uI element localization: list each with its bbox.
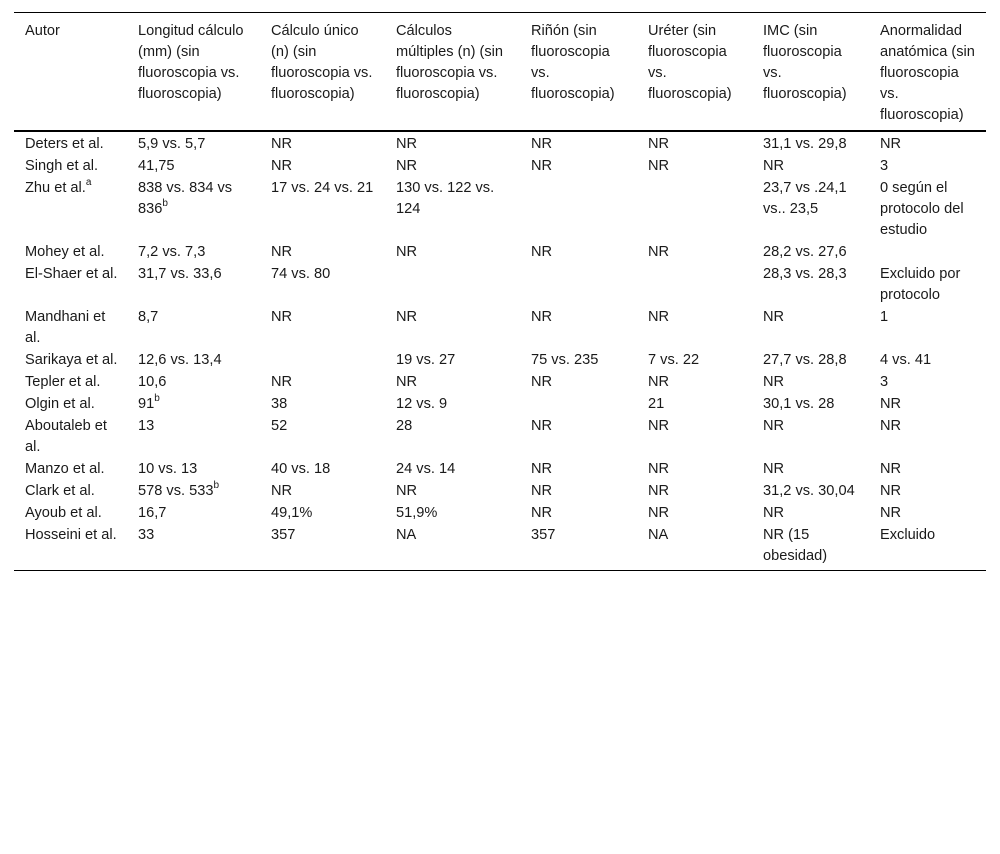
table-cell [752, 525, 869, 571]
cell-text: 10 vs. 13 [138, 461, 198, 477]
table-cell [752, 156, 869, 178]
table-cell [520, 525, 637, 571]
cell-text: 75 vs. 235 [531, 352, 599, 368]
cell-text: NR [271, 244, 293, 260]
cell-text: 1 [880, 309, 889, 325]
table-cell [637, 416, 752, 459]
table-cell [637, 481, 752, 503]
table-cell [385, 242, 520, 264]
table-cell [260, 459, 385, 481]
table-row [14, 131, 986, 156]
cell-text: 7 vs. 22 [648, 352, 700, 368]
cell-text: 17 vs. 24 vs. 21 [271, 180, 374, 196]
author-cell [14, 459, 127, 481]
cell-text: NR (15 obesidad) [763, 527, 828, 564]
cell-text: NR [880, 505, 902, 521]
author-cell [14, 264, 127, 307]
cell-text: 0 según el protocolo del estudio [880, 180, 964, 238]
cell-text: 24 vs. 14 [396, 461, 456, 477]
table-cell [260, 525, 385, 571]
table-cell [260, 307, 385, 350]
cell-text: 30,1 vs. 28 [763, 396, 835, 412]
table-cell [637, 178, 752, 242]
cell-text: NR [396, 158, 418, 174]
cell-text: 5,9 vs. 5,7 [138, 136, 206, 152]
table-cell [520, 156, 637, 178]
table-cell [752, 131, 869, 156]
cell-text: Zhu et al. [25, 180, 86, 196]
table-cell [127, 242, 260, 264]
table-cell [520, 350, 637, 372]
footnote-marker: b [213, 480, 220, 492]
footnote-marker: a [85, 177, 92, 189]
table-cell [127, 416, 260, 459]
table-cell [869, 416, 986, 459]
cell-text: 4 vs. 41 [880, 352, 932, 368]
cell-text: 12 vs. 9 [396, 396, 448, 412]
table-row [14, 503, 986, 525]
author-cell [14, 307, 127, 350]
results-table-container [14, 12, 986, 571]
cell-text: NR [880, 461, 902, 477]
cell-text: 12,6 vs. 13,4 [138, 352, 222, 368]
table-cell [385, 459, 520, 481]
table-cell [385, 156, 520, 178]
table-cell [637, 459, 752, 481]
cell-text: 40 vs. 18 [271, 461, 331, 477]
table-cell [127, 525, 260, 571]
cell-text: NR [396, 374, 418, 390]
cell-text: 74 vs. 80 [271, 266, 331, 282]
cell-text: Aboutaleb et al. [25, 418, 107, 455]
author-cell [14, 131, 127, 156]
cell-text: NR [271, 309, 293, 325]
table-row [14, 459, 986, 481]
table-cell [869, 481, 986, 503]
table-cell [127, 350, 260, 372]
table-cell [637, 525, 752, 571]
cell-text: 28,2 vs. 27,6 [763, 244, 847, 260]
cell-text: NR [763, 505, 785, 521]
cell-text: Singh et al. [25, 158, 99, 174]
cell-text: 41,75 [138, 158, 175, 174]
table-cell [260, 156, 385, 178]
header-calculo-unico: Cálculo único (n) (sin fluoroscopia vs. fluoroscopia) [260, 13, 385, 132]
cell-text: 10,6 [138, 374, 167, 390]
cell-text: NR [271, 483, 293, 499]
table-cell [385, 525, 520, 571]
cell-text: 31,1 vs. 29,8 [763, 136, 847, 152]
cell-text: Excluido [880, 527, 936, 543]
cell-text: 28,3 vs. 28,3 [763, 266, 847, 282]
table-cell [520, 416, 637, 459]
table-cell [752, 264, 869, 307]
cell-text: NR [763, 374, 785, 390]
cell-text: NR [531, 244, 553, 260]
table-cell [520, 307, 637, 350]
cell-text: 91 [138, 396, 155, 412]
table-cell [127, 481, 260, 503]
table-cell [385, 307, 520, 350]
author-cell [14, 156, 127, 178]
table-cell [385, 131, 520, 156]
cell-text: 28 [396, 418, 413, 434]
table-cell [127, 156, 260, 178]
cell-text: 31,2 vs. 30,04 [763, 483, 855, 499]
table-cell [637, 242, 752, 264]
cell-text: NR [271, 374, 293, 390]
cell-text: 27,7 vs. 28,8 [763, 352, 847, 368]
table-cell [869, 503, 986, 525]
table-cell [127, 394, 260, 416]
table-cell [752, 416, 869, 459]
cell-text: Excluido por protocolo [880, 266, 961, 303]
cell-text: NR [531, 461, 553, 477]
cell-text: Hosseini et al. [25, 527, 117, 543]
cell-text: 357 [271, 527, 296, 543]
cell-text: 52 [271, 418, 288, 434]
cell-text: 16,7 [138, 505, 167, 521]
table-cell [127, 178, 260, 242]
footnote-marker: b [154, 393, 160, 405]
table-cell [260, 481, 385, 503]
table-cell [637, 264, 752, 307]
table-cell [127, 459, 260, 481]
table-row [14, 372, 986, 394]
table-cell [260, 372, 385, 394]
cell-text: NA [648, 527, 669, 543]
cell-text: NR [531, 136, 553, 152]
cell-text: Deters et al. [25, 136, 104, 152]
cell-text: 838 vs. 834 vs 836 [138, 180, 233, 217]
table-row [14, 307, 986, 350]
footnote-marker: b [162, 198, 168, 210]
header-imc: IMC (sin fluoroscopia vs. fluoroscopia) [752, 13, 869, 132]
cell-text: NR [396, 244, 418, 260]
table-row [14, 416, 986, 459]
cell-text: NR [396, 136, 418, 152]
cell-text: 49,1% [271, 505, 313, 521]
table-cell [637, 350, 752, 372]
cell-text: NR [763, 418, 785, 434]
header-ureter: Uréter (sin fluoroscopia vs. fluoroscopia) [637, 13, 752, 132]
table-cell [869, 307, 986, 350]
cell-text: NR [763, 461, 785, 477]
cell-text: 357 [531, 527, 556, 543]
cell-text: NR [880, 483, 902, 499]
table-cell [869, 394, 986, 416]
cell-text: 8,7 [138, 309, 159, 325]
table-cell [385, 503, 520, 525]
cell-text: NR [648, 418, 670, 434]
table-row [14, 525, 986, 571]
cell-text: NR [648, 244, 670, 260]
cell-text: NR [271, 136, 293, 152]
table-cell [385, 178, 520, 242]
table-cell [260, 394, 385, 416]
table-cell [869, 156, 986, 178]
table-cell [127, 372, 260, 394]
table-cell [752, 394, 869, 416]
cell-text: 31,7 vs. 33,6 [138, 266, 222, 282]
table-cell [869, 525, 986, 571]
cell-text: Tepler et al. [25, 374, 101, 390]
cell-text: NR [531, 505, 553, 521]
table-cell [752, 350, 869, 372]
table-cell [752, 503, 869, 525]
author-cell [14, 372, 127, 394]
cell-text: NR [531, 483, 553, 499]
header-calculos-multiples: Cálculos múltiples (n) (sin fluoroscopia vs. fluoroscopia) [385, 13, 520, 132]
table-cell [637, 372, 752, 394]
table-cell [520, 372, 637, 394]
cell-text: NR [648, 136, 670, 152]
cell-text: NA [396, 527, 417, 543]
cell-text: NR [880, 136, 902, 152]
table-cell [260, 131, 385, 156]
author-cell [14, 481, 127, 503]
cell-text: 3 [880, 374, 889, 390]
cell-text: 13 [138, 418, 155, 434]
results-table [14, 12, 986, 571]
cell-text: 51,9% [396, 505, 438, 521]
cell-text: 33 [138, 527, 155, 543]
table-cell [637, 394, 752, 416]
table-cell [520, 242, 637, 264]
table-cell [127, 503, 260, 525]
table-row [14, 178, 986, 242]
table-cell [260, 350, 385, 372]
cell-text: Mandhani et al. [25, 309, 106, 346]
cell-text: NR [396, 309, 418, 325]
table-cell [520, 394, 637, 416]
cell-text: Clark et al. [25, 483, 95, 499]
table-header-row [14, 13, 986, 132]
cell-text: NR [648, 309, 670, 325]
cell-text: NR [880, 418, 902, 434]
cell-text: NR [396, 483, 418, 499]
table-cell [869, 264, 986, 307]
header-anormalidad-anatomica: Anormalidad anatómica (sin fluoroscopia vs. fluoroscopia) [869, 13, 986, 132]
table-cell [869, 131, 986, 156]
cell-text: 23,7 vs .24,1 vs.. 23,5 [763, 180, 847, 217]
cell-text: NR [271, 158, 293, 174]
cell-text: NR [531, 418, 553, 434]
cell-text: NR [648, 483, 670, 499]
table-cell [869, 459, 986, 481]
table-cell [752, 481, 869, 503]
table-cell [127, 131, 260, 156]
header-rinon: Riñón (sin fluoroscopia vs. fluoroscopia) [520, 13, 637, 132]
table-row [14, 156, 986, 178]
table-cell [637, 503, 752, 525]
table-cell [869, 178, 986, 242]
table-cell [385, 264, 520, 307]
cell-text: NR [648, 374, 670, 390]
table-cell [385, 372, 520, 394]
author-cell [14, 503, 127, 525]
cell-text: Olgin et al. [25, 396, 95, 412]
table-cell [637, 307, 752, 350]
table-cell [752, 307, 869, 350]
cell-text: Mohey et al. [25, 244, 105, 260]
table-cell [260, 178, 385, 242]
table-row [14, 242, 986, 264]
table-row [14, 394, 986, 416]
cell-text: Manzo et al. [25, 461, 105, 477]
table-cell [637, 156, 752, 178]
table-row [14, 264, 986, 307]
table-cell [520, 503, 637, 525]
table-cell [385, 481, 520, 503]
table-cell [127, 307, 260, 350]
cell-text: El-Shaer et al. [25, 266, 118, 282]
cell-text: NR [648, 505, 670, 521]
table-cell [637, 131, 752, 156]
table-cell [869, 242, 986, 264]
table-body [14, 131, 986, 571]
table-cell [869, 372, 986, 394]
cell-text: Sarikaya et al. [25, 352, 118, 368]
table-cell [260, 242, 385, 264]
author-cell [14, 178, 127, 242]
cell-text: Ayoub et al. [25, 505, 102, 521]
cell-text: NR [763, 309, 785, 325]
cell-text: NR [648, 461, 670, 477]
table-row [14, 481, 986, 503]
author-cell [14, 525, 127, 571]
author-cell [14, 394, 127, 416]
cell-text: 19 vs. 27 [396, 352, 456, 368]
table-cell [869, 350, 986, 372]
header-longitud-calculo: Longitud cálculo (mm) (sin fluoroscopia vs. fluoroscopia) [127, 13, 260, 132]
cell-text: NR [531, 309, 553, 325]
table-cell [260, 503, 385, 525]
table-cell [127, 264, 260, 307]
cell-text: 38 [271, 396, 288, 412]
cell-text: 21 [648, 396, 665, 412]
table-cell [385, 350, 520, 372]
table-cell [752, 372, 869, 394]
cell-text: NR [763, 158, 785, 174]
cell-text: 7,2 vs. 7,3 [138, 244, 206, 260]
cell-text: 578 vs. 533 [138, 483, 214, 499]
cell-text: NR [880, 396, 902, 412]
cell-text: 130 vs. 122 vs. 124 [396, 180, 495, 217]
cell-text: NR [531, 374, 553, 390]
author-cell [14, 416, 127, 459]
cell-text: NR [648, 158, 670, 174]
table-cell [260, 264, 385, 307]
table-cell [752, 242, 869, 264]
cell-text: NR [531, 158, 553, 174]
table-cell [752, 178, 869, 242]
table-cell [752, 459, 869, 481]
table-cell [520, 178, 637, 242]
header-autor: Autor [14, 13, 127, 132]
table-row [14, 350, 986, 372]
author-cell [14, 242, 127, 264]
table-cell [260, 416, 385, 459]
table-cell [520, 481, 637, 503]
table-cell [385, 394, 520, 416]
table-cell [520, 459, 637, 481]
author-cell [14, 350, 127, 372]
table-cell [520, 264, 637, 307]
table-cell [520, 131, 637, 156]
cell-text: 3 [880, 158, 889, 174]
table-cell [385, 416, 520, 459]
